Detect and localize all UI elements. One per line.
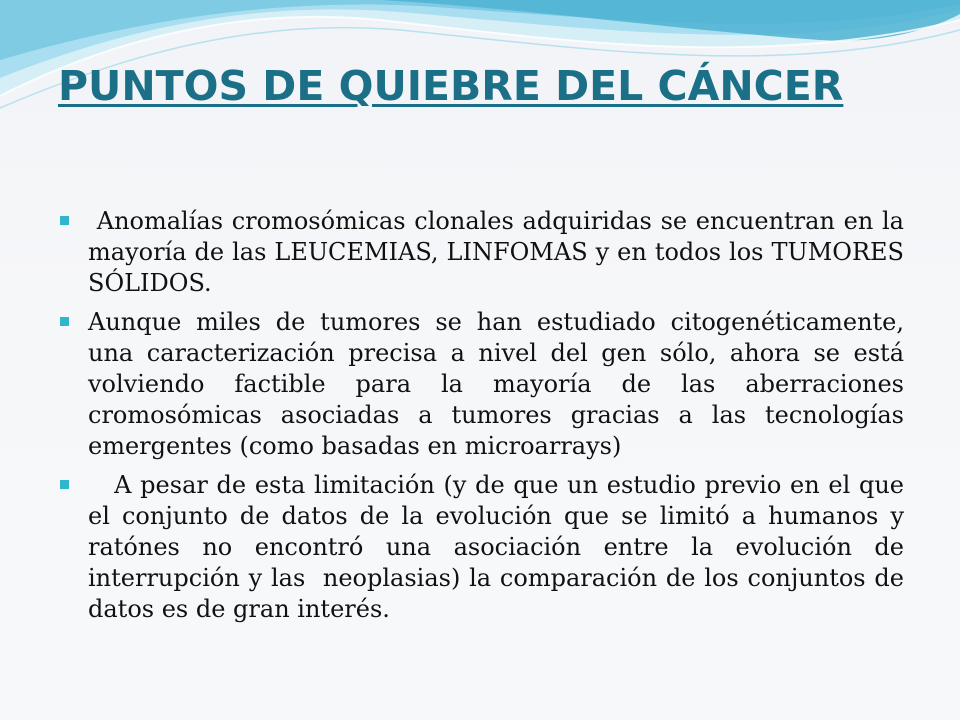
bullet-list — [58, 206, 920, 633]
slide-title: PUNTOS DE QUIEBRE DEL CÁNCER — [58, 62, 844, 110]
square-bullet-icon — [60, 216, 69, 225]
bullet-item-1 — [58, 206, 912, 299]
bullet-item-2 — [58, 307, 904, 462]
bullet-item-3 — [58, 470, 920, 625]
square-bullet-icon — [60, 317, 69, 326]
bullet-text: Anomalías cromosómicas clonales adquiridas se encuentran en la mayoría de las LEUCEMIAS, LINFOMAS y en todos los TUMORES SÓLIDOS. — [88, 207, 912, 297]
square-bullet-icon — [60, 480, 69, 489]
bullet-text: Aunque miles de tumores se han estudiado citogenéticamente, una caracterización precisa a nivel del gen sólo, ahora se está volviendo factible para la mayoría de las aberraciones cromosómicas asociadas a tumores gracias a las tecnologías emergentes (como basadas en microarrays) — [88, 308, 904, 460]
bullet-text: A pesar de esta limitación (y de que un estudio previo en el que el conjunto de datos de la evolución que se limitó a humanos y ratónes no encontró una asociación entre la evolución de interrupción y las neoplasias) la comparación de los conjuntos de datos es de gran interés. — [88, 471, 920, 623]
